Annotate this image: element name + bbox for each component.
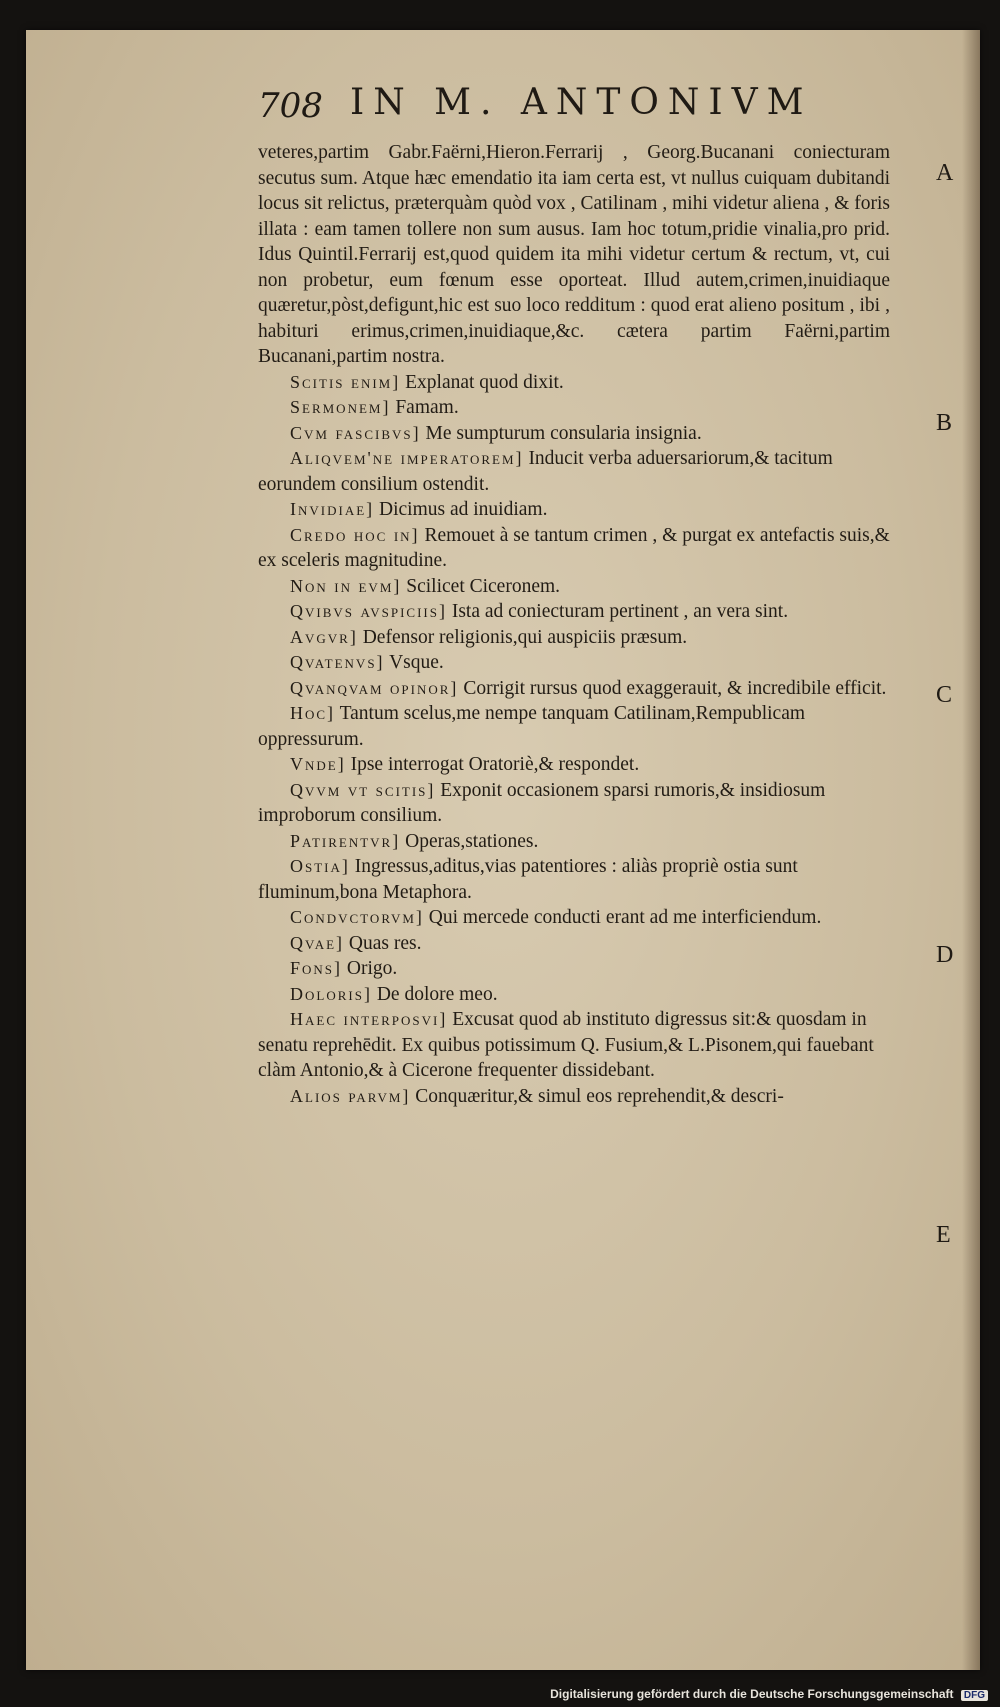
- margin-marker-e: E: [936, 1222, 951, 1248]
- commentary-entry: [258, 421, 890, 447]
- commentary-entry: [258, 625, 890, 651]
- commentary-entry: [258, 574, 890, 600]
- digitization-footer: [550, 1687, 988, 1701]
- entry-gloss: Tantum scelus,me nempe tanquam Catilinam,Rempublicam oppressurum.: [258, 703, 806, 750]
- entry-gloss: Excusat quod ab instituto digressus sit:& quosdam in senatu reprehēdit. Ex quibus potissimum Q. Fusium,& L.Pisonem,qui fauebant clàm Antonio,& à Cicerone frequenter dissidebant.: [258, 1009, 874, 1081]
- margin-marker-c: C: [936, 682, 953, 708]
- entry-lemma: Qvae]: [290, 932, 345, 953]
- entry-gloss: Exponit occasionem sparsi rumoris,& insidiosum improborum consilium.: [258, 779, 826, 826]
- commentary-entry: [258, 1007, 890, 1084]
- entry-gloss: Quas res.: [344, 932, 422, 954]
- entry-lemma: Vnde]: [290, 754, 346, 774]
- entry-gloss: Inducit verba aduersariorum,& tacitum eorundem consilium ostendit.: [258, 448, 833, 495]
- commentary-text: [258, 140, 890, 1109]
- entry-gloss: Corrigit rursus quod exaggerauit, & incredibile efficit.: [458, 677, 887, 699]
- commentary-entry: [258, 701, 890, 752]
- entry-gloss: Me sumpturum consularia insignia.: [420, 422, 702, 444]
- intro-paragraph: veteres,partim Gabr.Faërni,Hieron.Ferrarij , Georg.Bucanani coniecturam secutus sum. Atque hæc emendatio ita iam certa est, vt nullus cuiquam dubitandi locus sit relictus, præterquàm quòd vox , Catilinam , mihi videtur aliena , & foris illata : eam tamen tollere non sum ausus. Iam hoc totum,pridie vinalia,pro prid. Idus Quintil.Ferrarij est,quod quidem ita mihi videtur certum & rectum, vt, cui non probetur, eum fœnum esse oporteat. Illud autem,crimen,inuidiaque quæretur,pòst,defigunt,hic est suo loco redditum : quod erat alieno positum , ibi , habituri erimus,crimen,inuidiaque,&c. cætera partim Faërni,partim Bucanani,partim nostra.: [258, 142, 890, 367]
- commentary-entry: [258, 956, 890, 982]
- page-header: [258, 78, 858, 134]
- entry-lemma: Patirentvr]: [290, 830, 401, 851]
- commentary-entry: [258, 1084, 890, 1110]
- margin-marker-a: A: [936, 160, 954, 186]
- entry-lemma: Sermonem]: [290, 397, 391, 417]
- entry-gloss: Ista ad coniecturam pertinent , an vera sint.: [446, 601, 789, 622]
- entry-gloss: Defensor religionis,qui auspiciis præsum.: [357, 626, 688, 648]
- commentary-entry: [258, 905, 890, 931]
- dfg-logo: DFG: [961, 1690, 988, 1701]
- entry-gloss: Famam.: [390, 397, 459, 418]
- entry-lemma: Qvatenvs]: [290, 652, 385, 672]
- entry-lemma: Fons]: [290, 958, 343, 978]
- entry-gloss: Vsque.: [384, 652, 444, 673]
- entry-lemma: Qvvm vt scitis]: [290, 779, 436, 800]
- page-edge-shadow: [962, 30, 980, 1670]
- entry-gloss: Qui mercede conducti erant ad me interficiendum.: [423, 907, 822, 928]
- margin-marker-d: D: [936, 942, 954, 968]
- commentary-entry: [258, 676, 890, 702]
- entry-lemma: Invidiae]: [290, 499, 375, 519]
- entry-lemma: Condvctorvm]: [290, 907, 424, 927]
- entry-gloss: Explanat quod dixit.: [400, 371, 564, 393]
- commentary-entry: [258, 829, 890, 855]
- entry-gloss: Ingressus,aditus,vias patentiores : aliàs propriè ostia sunt fluminum,bona Metaphora.: [258, 856, 798, 903]
- entry-lemma: Credo hoc in]: [290, 524, 420, 545]
- entry-lemma: Qvanqvam opinor]: [290, 677, 459, 698]
- commentary-entry: [258, 395, 890, 421]
- commentary-entry: [258, 931, 890, 957]
- page-number: 708: [258, 86, 323, 126]
- commentary-entry: [258, 650, 890, 676]
- entry-lemma: Non in evm]: [290, 575, 402, 596]
- entry-gloss: Ipse interrogat Oratoriè,& respondet.: [345, 754, 640, 775]
- entry-gloss: Remouet à se tantum crimen , & purgat ex antefactis suis,& ex sceleris magnitudine.: [258, 524, 890, 571]
- entry-gloss: Dicimus ad inuidiam.: [374, 499, 548, 520]
- entry-gloss: Operas,stationes.: [400, 830, 539, 852]
- entry-lemma: Hoc]: [290, 703, 336, 723]
- entry-gloss: Scilicet Ciceronem.: [401, 575, 561, 597]
- entry-gloss: De dolore meo.: [371, 983, 498, 1005]
- entry-lemma: Aliqvem'ne imperatorem]: [290, 448, 524, 468]
- commentary-entry: [258, 854, 890, 905]
- entry-lemma: Doloris]: [290, 983, 372, 1004]
- entry-lemma: Cvm fascibvs]: [290, 422, 421, 443]
- commentary-entry: [258, 370, 890, 396]
- entry-gloss: Conquæritur,& simul eos reprehendit,& descri-: [410, 1085, 784, 1107]
- commentary-entry: [258, 446, 890, 497]
- commentary-entries: [258, 370, 890, 1110]
- entry-lemma: Haec interposvi]: [290, 1009, 448, 1029]
- running-title: IN M. ANTONIVM: [350, 82, 813, 123]
- commentary-entry: [258, 752, 890, 778]
- entry-lemma: Avgvr]: [290, 626, 358, 647]
- entry-lemma: Scitis enim]: [290, 371, 401, 392]
- entry-lemma: Qvibvs avspiciis]: [290, 601, 447, 621]
- commentary-entry: [258, 778, 890, 829]
- entry-lemma: Ostia]: [290, 856, 350, 876]
- entry-gloss: Origo.: [342, 958, 398, 979]
- commentary-entry: [258, 599, 890, 625]
- commentary-entry: [258, 523, 890, 574]
- footer-text: Digitalisierung gefördert durch die Deutsche Forschungsgemeinschaft: [550, 1687, 954, 1701]
- commentary-entry: [258, 497, 890, 523]
- entry-lemma: Alios parvm]: [290, 1085, 411, 1106]
- commentary-entry: [258, 982, 890, 1008]
- margin-marker-b: B: [936, 410, 953, 436]
